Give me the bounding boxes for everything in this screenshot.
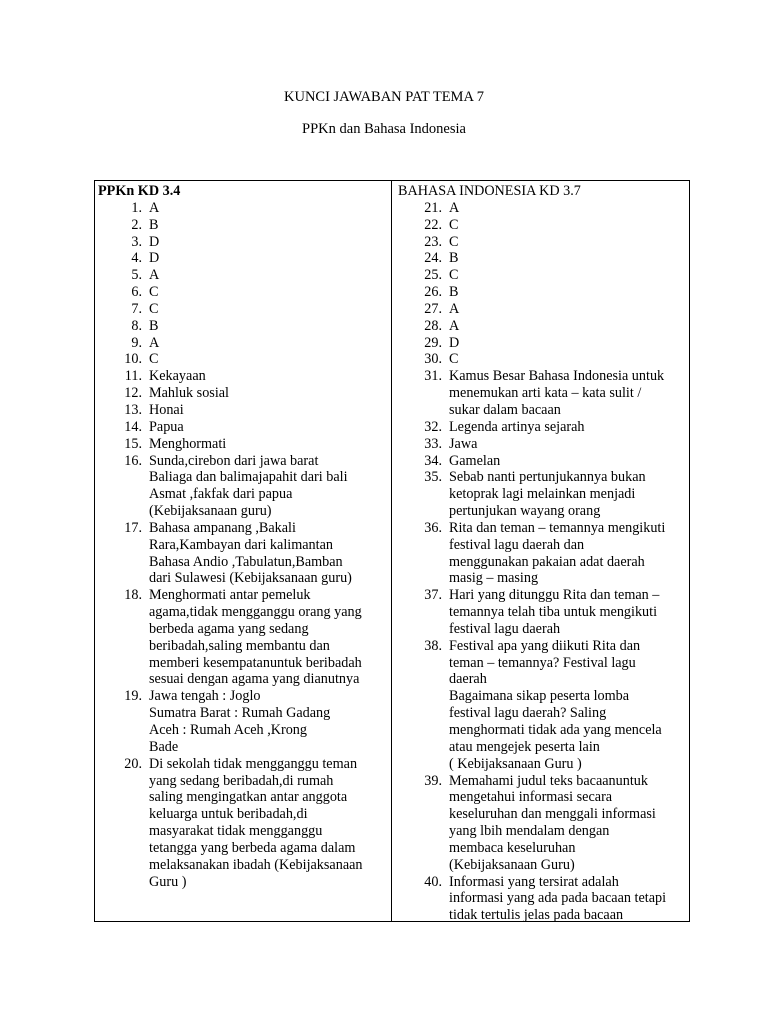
answer-text: Honai bbox=[149, 401, 184, 418]
answer-number: 33. bbox=[424, 435, 442, 452]
answer-text: teman – temannya? Festival lagu bbox=[449, 654, 636, 671]
answer-number: 14. bbox=[124, 418, 142, 435]
answer-text: Asmat ,fakfak dari papua bbox=[149, 486, 293, 503]
answer-text: Aceh : Rumah Aceh ,Krong bbox=[149, 722, 307, 738]
answer-number: 18. bbox=[124, 587, 142, 604]
answer-item bbox=[398, 874, 688, 925]
answer-text: B bbox=[149, 317, 159, 334]
document-subtitle: PPKn dan Bahasa Indonesia bbox=[302, 121, 466, 137]
answer-number: 22. bbox=[424, 216, 442, 233]
answer-item bbox=[98, 385, 388, 402]
answer-text: Gamelan bbox=[449, 452, 501, 469]
answer-number: 7. bbox=[131, 300, 142, 317]
answer-text: A bbox=[449, 300, 460, 317]
answer-number: 6. bbox=[131, 284, 142, 301]
answer-number: 23. bbox=[424, 233, 442, 250]
answer-number: 12. bbox=[124, 385, 142, 402]
answer-item bbox=[398, 318, 688, 335]
answer-text: festival lagu daerah? Saling bbox=[449, 705, 607, 722]
answer-item bbox=[98, 453, 388, 520]
answer-number: 31. bbox=[424, 368, 442, 385]
answer-item bbox=[98, 217, 388, 234]
answer-number: 27. bbox=[424, 300, 442, 317]
answer-text: festival lagu daerah bbox=[449, 620, 561, 637]
answer-item bbox=[98, 688, 388, 755]
answer-text: keseluruhan dan menggali informasi bbox=[449, 806, 656, 823]
answer-item bbox=[398, 234, 688, 251]
answer-text: Jawa bbox=[449, 435, 478, 452]
answer-number: 5. bbox=[131, 267, 142, 284]
ppkn-header: PPKn KD 3.4 bbox=[98, 183, 181, 199]
answer-number: 30. bbox=[424, 351, 442, 368]
answer-item bbox=[398, 419, 688, 436]
answer-text: B bbox=[149, 216, 159, 233]
answer-item bbox=[398, 436, 688, 453]
answer-item bbox=[398, 520, 688, 587]
answer-text: Bahasa Andio ,Tabulatun,Bamban bbox=[149, 553, 343, 570]
answer-number: 1. bbox=[131, 199, 142, 216]
answer-number: 2. bbox=[131, 216, 142, 233]
answer-text: Sunda,cirebon dari jawa barat bbox=[149, 452, 319, 469]
answer-text: Rita dan teman – temannya mengikuti bbox=[449, 519, 666, 536]
answer-text: A bbox=[449, 317, 460, 334]
answer-text: festival lagu daerah dan bbox=[449, 536, 585, 553]
answer-text: Sebab nanti pertunjukannya bukan bbox=[449, 469, 646, 486]
answer-number: 36. bbox=[424, 519, 442, 536]
answer-text: A bbox=[149, 267, 160, 284]
answer-text: D bbox=[149, 233, 160, 250]
bahasa-header: BAHASA INDONESIA KD 3.7 bbox=[398, 183, 581, 199]
answer-number: 13. bbox=[124, 401, 142, 418]
answer-text: ( Kebijaksanaan Guru ) bbox=[449, 755, 582, 772]
answer-item bbox=[398, 638, 688, 773]
answer-number: 37. bbox=[424, 587, 442, 604]
answer-text: keluarga untuk beribadah,di bbox=[149, 806, 308, 823]
answer-item bbox=[98, 520, 388, 587]
answer-item bbox=[398, 267, 688, 284]
column-divider bbox=[391, 181, 392, 921]
answer-text: Kekayaan bbox=[149, 368, 206, 385]
answer-text: daerah bbox=[449, 671, 487, 688]
answer-text: (Kebijaksanaan guru) bbox=[149, 503, 272, 520]
answer-text: D bbox=[149, 250, 160, 267]
answer-number: 26. bbox=[424, 284, 442, 301]
answer-item bbox=[398, 200, 688, 217]
answer-text: C bbox=[449, 267, 459, 284]
answer-text: agama,tidak mengganggu orang yang bbox=[149, 604, 362, 621]
answer-number: 20. bbox=[124, 755, 142, 772]
answer-text: yang lbih mendalam dengan bbox=[449, 823, 610, 840]
answer-number: 17. bbox=[124, 519, 142, 536]
answer-text: C bbox=[149, 351, 159, 368]
answer-text: Bade bbox=[149, 738, 179, 755]
answer-item bbox=[398, 469, 688, 520]
answer-text: berbeda agama yang sedang bbox=[149, 620, 309, 637]
answer-text: atau mengejek peserta lain bbox=[449, 738, 600, 755]
answer-number: 11. bbox=[124, 368, 142, 385]
answer-number: 15. bbox=[124, 435, 142, 452]
answer-text: informasi yang ada pada bacaan tetapi bbox=[449, 890, 667, 907]
answer-number: 3. bbox=[131, 233, 142, 250]
answer-text: C bbox=[149, 300, 159, 317]
answer-text: Baliaga dan balimajapahit dari bali bbox=[149, 469, 348, 486]
answer-text: Di sekolah tidak mengganggu teman bbox=[149, 755, 358, 772]
answer-number: 16. bbox=[124, 452, 142, 469]
answer-text: memberi kesempatanuntuk beribadah bbox=[149, 654, 362, 671]
answer-text: menggunakan pakaian adat daerah bbox=[449, 553, 645, 570]
answer-text: D bbox=[449, 334, 460, 351]
answer-text: Hari yang ditunggu Rita dan teman – bbox=[449, 587, 660, 604]
answer-number: 35. bbox=[424, 469, 442, 486]
answer-item bbox=[98, 351, 388, 368]
answer-text: sesuai dengan agama yang dianutnya bbox=[149, 671, 360, 688]
answer-item bbox=[398, 284, 688, 301]
answer-text: Menghormati bbox=[149, 435, 227, 452]
answer-item bbox=[98, 335, 388, 352]
answer-item bbox=[398, 335, 688, 352]
answer-text: Guru ) bbox=[149, 873, 187, 890]
answer-number: 9. bbox=[131, 334, 142, 351]
answer-text: C bbox=[149, 284, 159, 301]
answer-item bbox=[98, 368, 388, 385]
ppkn-answer-list bbox=[98, 200, 388, 891]
answer-text: Papua bbox=[149, 418, 184, 435]
answer-text: C bbox=[449, 233, 459, 250]
document-title: KUNCI JAWABAN PAT TEMA 7 bbox=[284, 89, 484, 105]
answer-text: Informasi yang tersirat adalah bbox=[449, 873, 619, 890]
answer-text: yang sedang beribadah,di rumah bbox=[149, 772, 334, 789]
answer-number: 8. bbox=[131, 317, 142, 334]
answer-item bbox=[398, 351, 688, 368]
answer-text: A bbox=[149, 334, 160, 351]
answer-item bbox=[98, 587, 388, 688]
answer-text: C bbox=[449, 351, 459, 368]
answer-text: Memahami judul teks bacaanuntuk bbox=[449, 772, 648, 789]
answer-text: masig – masing bbox=[449, 570, 539, 587]
answer-text: Festival apa yang diikuti Rita dan bbox=[449, 637, 641, 654]
answer-item bbox=[98, 419, 388, 436]
answer-item bbox=[398, 368, 688, 419]
answer-item bbox=[398, 587, 688, 638]
answer-item bbox=[98, 250, 388, 267]
answer-number: 32. bbox=[424, 418, 442, 435]
answer-text: C bbox=[449, 216, 459, 233]
answer-text: menghormati tidak ada yang mencela bbox=[449, 722, 662, 738]
bahasa-column bbox=[398, 183, 688, 924]
answer-text: tidak tertulis jelas pada bacaan bbox=[449, 907, 624, 924]
answer-text: Sumatra Barat : Rumah Gadang bbox=[149, 705, 331, 722]
answer-item bbox=[98, 267, 388, 284]
answer-number: 10. bbox=[124, 351, 142, 368]
answer-key-table bbox=[94, 180, 690, 922]
answer-item bbox=[398, 301, 688, 318]
answer-number: 39. bbox=[424, 772, 442, 789]
answer-text: Rara,Kambayan dari kalimantan bbox=[149, 536, 333, 553]
ppkn-column bbox=[98, 183, 388, 890]
answer-number: 21. bbox=[424, 199, 442, 216]
answer-item bbox=[98, 756, 388, 891]
answer-item bbox=[398, 453, 688, 470]
answer-text: Bahasa ampanang ,Bakali bbox=[149, 519, 296, 536]
bahasa-answer-list bbox=[398, 200, 688, 924]
answer-text: Bagaimana sikap peserta lomba bbox=[449, 688, 630, 705]
answer-number: 28. bbox=[424, 317, 442, 334]
answer-text: (Kebijaksanaan Guru) bbox=[449, 856, 575, 873]
answer-text: Legenda artinya sejarah bbox=[449, 418, 585, 435]
answer-item bbox=[98, 200, 388, 217]
answer-text: Kamus Besar Bahasa Indonesia untuk bbox=[449, 368, 665, 385]
answer-text: pertunjukan wayang orang bbox=[449, 503, 601, 520]
answer-text: Jawa tengah : Joglo bbox=[149, 688, 261, 705]
answer-number: 38. bbox=[424, 637, 442, 654]
answer-text: saling mengingatkan antar anggota bbox=[149, 789, 348, 806]
answer-text: sukar dalam bacaan bbox=[449, 401, 561, 418]
answer-item bbox=[98, 402, 388, 419]
answer-text: B bbox=[449, 284, 459, 301]
answer-number: 24. bbox=[424, 250, 442, 267]
answer-text: A bbox=[149, 199, 160, 216]
answer-text: tetangga yang berbeda agama dalam bbox=[149, 839, 356, 856]
answer-item bbox=[98, 318, 388, 335]
answer-number: 4. bbox=[131, 250, 142, 267]
answer-text: masyarakat tidak mengganggu bbox=[149, 823, 323, 840]
answer-text: mengetahui informasi secara bbox=[449, 789, 613, 806]
answer-text: dari Sulawesi (Kebijaksanaan guru) bbox=[149, 570, 352, 587]
answer-number: 19. bbox=[124, 688, 142, 705]
answer-item bbox=[398, 773, 688, 874]
answer-item bbox=[98, 284, 388, 301]
answer-text: B bbox=[449, 250, 459, 267]
answer-text: Mahluk sosial bbox=[149, 385, 229, 402]
answer-text: ketoprak lagi melainkan menjadi bbox=[449, 486, 636, 503]
answer-number: 40. bbox=[424, 873, 442, 890]
answer-text: menemukan arti kata – kata sulit / bbox=[449, 385, 642, 402]
answer-text: A bbox=[449, 199, 460, 216]
answer-item bbox=[98, 301, 388, 318]
answer-item bbox=[398, 250, 688, 267]
answer-text: Menghormati antar pemeluk bbox=[149, 587, 311, 604]
answer-text: beribadah,saling membantu dan bbox=[149, 637, 330, 654]
answer-number: 29. bbox=[424, 334, 442, 351]
answer-item bbox=[98, 234, 388, 251]
answer-number: 34. bbox=[424, 452, 442, 469]
answer-item bbox=[98, 436, 388, 453]
answer-text: membaca keseluruhan bbox=[449, 839, 576, 856]
answer-text: temannya telah tiba untuk mengikuti bbox=[449, 604, 658, 621]
answer-number: 25. bbox=[424, 267, 442, 284]
answer-item bbox=[398, 217, 688, 234]
answer-text: melaksanakan ibadah (Kebijaksanaan bbox=[149, 856, 363, 873]
